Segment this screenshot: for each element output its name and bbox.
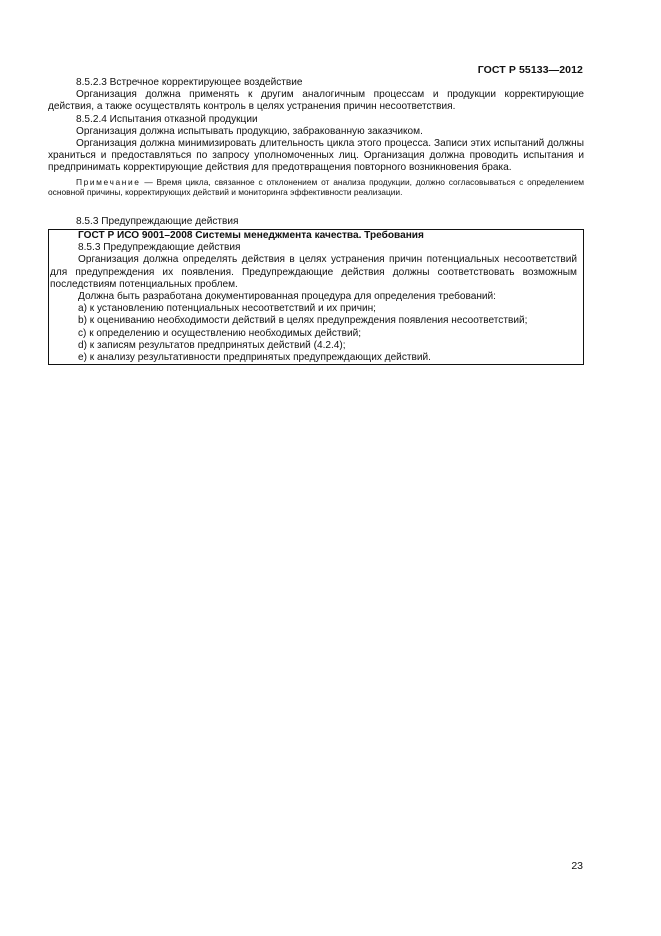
iso-box-item-b: b) к оцениванию необходимости действий в целях предупреждения появления несоответствий; [78, 315, 528, 327]
iso-box-item-d: d) к записям результатов предпринятых действий (4.2.4); [78, 339, 346, 351]
section-8-5-2-3-heading: 8.5.2.3 Встречное корректирующее воздействие [76, 77, 303, 88]
section-8-5-2-3-text-line-1: Организация должна применять к другим аналогичным процессам и продукции корректирующие [76, 89, 584, 101]
section-8-5-2-4-note [48, 177, 584, 198]
iso-box-item-e: е) к анализу результативности предпринятых предупреждающих действий. [78, 352, 431, 364]
iso-box-paragraph-1: Организация должна определять действия в целях устранения причин потенциальных несоответствий для предупреждения их появления. Предупреждающие действия должны соответствовать возможным последствиям потенциальных проблем. [50, 254, 577, 290]
iso-box-heading: 8.5.3 Предупреждающие действия [78, 242, 241, 254]
iso-quote-box [48, 229, 584, 365]
iso-box-item-c: c) к определению и осуществлению необходимых действий; [78, 327, 362, 339]
section-8-5-2-4-heading: 8.5.2.4 Испытания отказной продукции [76, 113, 258, 125]
section-8-5-2-4-paragraph-1: Организация должна испытывать продукцию, забракованную заказчиком. [76, 125, 423, 137]
page-number: 23 [571, 860, 583, 872]
note-text: — Время цикла, связанное с отклонением от анализа продукции, должно согласовываться с определением основной причины, корректирующих действий и мониторинга эффективности реализации. [48, 176, 584, 198]
section-8-5-3-heading: 8.5.3 Предупреждающие действия [76, 215, 239, 227]
note-label: Примечание [76, 176, 141, 187]
iso-box-title: ГОСТ Р ИСО 9001–2008 Системы менеджмента качества. Требования [78, 230, 424, 242]
iso-box-item-a: а) к установлению потенциальных несоответствий и их причин; [78, 303, 376, 315]
section-8-5-2-4-paragraph-2: Организация должна минимизировать длительность цикла этого процесса. Записи этих испытаний должны храниться и предоставляться по запросу уполномоченных лиц. Организация должна проводить испытания и предпринимать корректирующие действия для предотвращения повторного возникновения брака. [48, 138, 584, 174]
document-id-header: ГОСТ Р 55133—2012 [477, 64, 583, 76]
iso-box-paragraph-2: Должна быть разработана документированная процедура для определения требований: [78, 291, 496, 303]
section-8-5-2-3-text-line-2: действия, а также осуществлять контроль в целях устранения причин несоответствия. [48, 101, 456, 113]
page-content [48, 77, 584, 365]
